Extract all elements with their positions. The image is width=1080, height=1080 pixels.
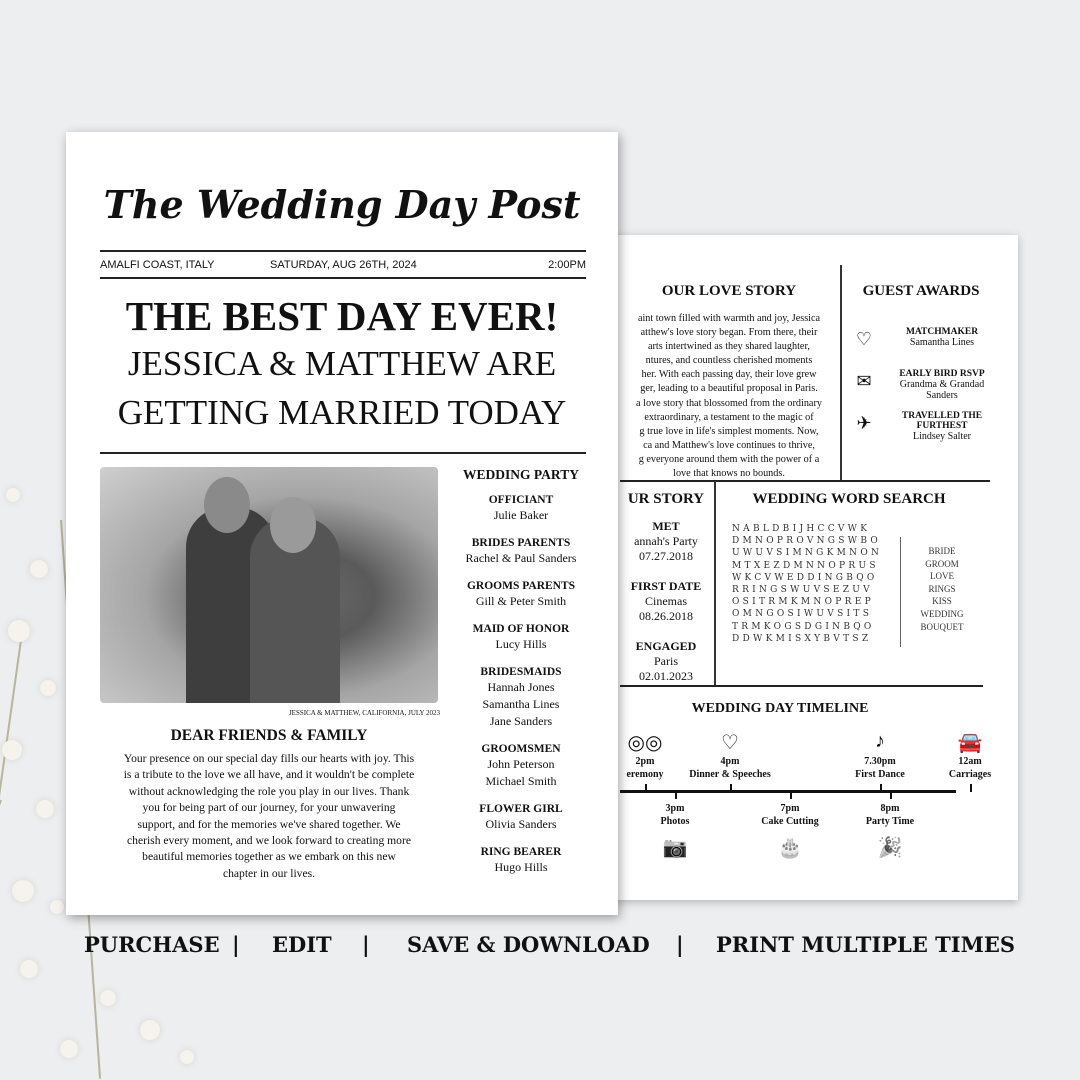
award-name: Grandma & Grandad Sanders — [899, 379, 985, 401]
search-word: LOVE — [930, 571, 954, 582]
party-name: John Peterson — [487, 757, 555, 771]
story-item — [620, 639, 712, 684]
party-role: GROOMS PARENTS — [466, 580, 576, 592]
party-name: Michael Smith — [485, 774, 557, 788]
award — [892, 411, 992, 442]
car-icon: 🚘 — [957, 732, 983, 754]
search-word: KISS — [932, 596, 952, 607]
award-name: Lindsey Salter — [912, 431, 972, 442]
party-role: BRIDESMAIDS — [480, 666, 562, 678]
timeline-tick — [675, 791, 677, 799]
love-story-text — [620, 312, 838, 481]
love-story-line: ger, leading to a beautiful proposal in Paris. — [640, 383, 818, 395]
grid-row: OMNGOSIWUVSITS — [732, 609, 873, 620]
envelope-icon: ✉ — [856, 371, 872, 391]
story-item — [620, 579, 712, 624]
story-date: 07.27.2018 — [639, 549, 693, 563]
love-story-line: ca and Matthew's love continues to thrive, — [643, 439, 815, 451]
story-label: MET — [652, 519, 680, 533]
love-story-line: her. With each passing day, their love grew — [641, 369, 817, 381]
search-word: WEDDING — [920, 608, 964, 619]
timeline-tick — [730, 784, 732, 792]
grid-row: DMNOPROVNGSWBO — [732, 536, 882, 547]
letter-line: cherish every moment, and we look forward to creating more — [127, 834, 411, 848]
dateline-date: SATURDAY, AUG 26TH, 2024 — [270, 259, 417, 271]
timeline-time: 2pm — [635, 756, 655, 767]
timeline-time: 3pm — [665, 803, 685, 814]
story-item — [620, 519, 712, 564]
timeline-event — [615, 802, 735, 828]
separator: | — [362, 932, 370, 957]
love-story-line: g true love in life's simplest moments. Now, — [639, 425, 819, 437]
timeline-label: Dinner & Speeches — [689, 769, 771, 780]
timeline-tick — [645, 784, 647, 792]
love-story-line: extraordinary, a testament to the magic of — [644, 411, 814, 423]
party-group — [446, 845, 596, 876]
timeline-time: 4pm — [720, 756, 740, 767]
party-group — [446, 622, 596, 653]
love-story-line: atthew's love story began. From there, their — [640, 327, 818, 339]
timeline-label: eremony — [626, 769, 664, 780]
story-label: ENGAGED — [635, 639, 697, 653]
subheadline-line-1: JESSICA & MATTHEW ARE — [127, 344, 557, 383]
story-date: 02.01.2023 — [639, 669, 693, 683]
party-role: OFFICIANT — [488, 494, 554, 506]
timeline-label: Photos — [660, 816, 690, 827]
photo-caption: JESSICA & MATTHEW, CALIFORNIA, JULY 2023 — [288, 709, 440, 717]
timeline-tick — [790, 791, 792, 799]
party-group — [446, 742, 596, 790]
timeline-event — [910, 755, 1030, 781]
party-name: Rachel & Paul Sanders — [465, 551, 577, 565]
award-title: TRAVELLED THE FURTHEST — [901, 411, 983, 431]
timeline-time: 8pm — [880, 803, 900, 814]
timeline-label: First Dance — [855, 769, 905, 780]
letter-line: without acknowledging the role you play in our lives. Thank — [128, 784, 410, 798]
grid-row: OSITRMKMNOPREP — [732, 597, 874, 608]
letter-line: chapter in our lives. — [222, 866, 316, 880]
party-group — [446, 579, 596, 610]
timeline-time: 12am — [958, 756, 982, 767]
love-story-line: aint town filled with warmth and joy, Jessica — [637, 313, 821, 324]
step-edit: EDIT — [272, 932, 332, 957]
front-page — [66, 132, 618, 915]
camera-icon: 📷 — [662, 837, 688, 859]
timeline-label: Carriages — [948, 769, 992, 780]
award-name: Samantha Lines — [909, 337, 975, 348]
party-name: Hannah Jones — [487, 680, 555, 694]
party-group — [446, 665, 596, 730]
award-title: EARLY BIRD RSVP — [899, 369, 985, 379]
party-name: Samantha Lines — [482, 697, 560, 711]
timeline-tick — [880, 784, 882, 792]
timeline-time: 7pm — [780, 803, 800, 814]
music-note-icon: ♪ — [875, 730, 885, 752]
word-search-title: WEDDING WORD SEARCH — [752, 491, 946, 507]
letter-line: beautiful memories together as we embark on this new — [142, 850, 396, 864]
cake-icon: 🎂 — [777, 837, 803, 859]
timeline-time: 7.30pm — [864, 756, 896, 767]
award — [892, 327, 992, 348]
party-role: MAID OF HONOR — [472, 623, 570, 635]
dateline-location: AMALFI COAST, ITALY — [100, 259, 215, 271]
timeline-tick — [890, 791, 892, 799]
award-title: MATCHMAKER — [905, 327, 979, 337]
letter-title: DEAR FRIENDS & FAMILY — [170, 727, 368, 744]
party-group — [446, 493, 596, 524]
letter-text — [90, 751, 448, 882]
party-name: Julie Baker — [493, 508, 549, 522]
dateline-time: 2:00PM — [548, 259, 586, 271]
grid-row: MTXEZDMNNOPRUS — [732, 560, 879, 571]
party-name: Jane Sanders — [489, 714, 553, 728]
love-story-line: ntures, and countless cherished moments — [645, 355, 813, 367]
love-story-line: arts intertwined as they shared laughter, — [648, 341, 810, 353]
party-role: BRIDES PARENTS — [471, 537, 571, 549]
love-story-line: love that knows no bounds. — [673, 468, 785, 480]
our-story-title: UR STORY — [627, 491, 705, 507]
award — [892, 369, 992, 401]
search-word: RINGS — [928, 583, 956, 594]
timeline-event — [670, 755, 790, 781]
love-story-line: g everyone around them with the power of a — [638, 453, 820, 465]
story-place: Paris — [654, 654, 678, 668]
story-label: FIRST DATE — [630, 579, 702, 593]
love-story-line: a love story that blossomed from the ordinary — [636, 397, 822, 409]
letter-line: you for being part of our journey, for your unwavering — [142, 801, 396, 815]
separator: | — [232, 932, 240, 957]
guest-awards-title: GUEST AWARDS — [862, 283, 980, 299]
step-print: PRINT MULTIPLE TIMES — [716, 932, 1016, 957]
step-purchase: PURCHASE — [84, 932, 220, 957]
party-name: Gill & Peter Smith — [475, 594, 567, 608]
rings-icon: ◎◎ — [627, 732, 663, 754]
party-popper-icon: 🎉 — [877, 837, 903, 859]
story-date: 08.26.2018 — [639, 609, 693, 623]
grid-row: TRMKOGSDGINBQO — [732, 621, 875, 632]
party-name: Lucy Hills — [495, 637, 547, 651]
subheadline-line-2: GETTING MARRIED TODAY — [117, 393, 567, 432]
timeline-tick — [970, 784, 972, 792]
party-group — [446, 536, 596, 567]
plate-icon: ♡ — [721, 732, 739, 754]
hearts-icon: ♡ — [855, 329, 873, 349]
story-place: Cinemas — [645, 594, 687, 608]
grid-row: WKCVWEDDINGBQO — [732, 572, 878, 583]
search-word: GROOM — [925, 558, 959, 569]
couple-photo — [100, 467, 438, 703]
separator: | — [676, 932, 684, 957]
word-list — [910, 545, 974, 633]
timeline-event — [830, 802, 950, 828]
letter-line: support, and for the memories we've shared together. We — [137, 817, 401, 831]
grid-row: UWUVSIMNGKMNON — [732, 548, 883, 559]
party-role: GROOMSMEN — [481, 743, 561, 755]
wedding-party-title: WEDDING PARTY — [463, 467, 579, 482]
step-save-download: SAVE & DOWNLOAD — [407, 932, 650, 957]
search-word: BRIDE — [928, 546, 956, 556]
love-story-title: OUR LOVE STORY — [661, 283, 797, 299]
story-place: annah's Party — [634, 534, 698, 548]
timeline-title: WEDDING DAY TIMELINE — [691, 701, 869, 716]
grid-row: RRINGSWUVSEZUV — [732, 585, 873, 596]
timeline-label: Party Time — [865, 816, 915, 827]
party-role: FLOWER GIRL — [479, 803, 563, 815]
search-word: BOUQUET — [920, 621, 964, 632]
headline: THE BEST DAY EVER! — [125, 293, 559, 339]
grid-row: DDWKMISXYBVTSZ — [732, 633, 872, 644]
party-name: Hugo Hills — [494, 860, 548, 874]
grid-row: NABLDBIJHCCVWK — [732, 524, 871, 534]
party-group — [446, 802, 596, 833]
party-name: Olivia Sanders — [485, 817, 557, 831]
masthead: The Wedding Day Post — [103, 182, 581, 227]
letter-line: Your presence on our special day fills our hearts with joy. This — [123, 752, 415, 765]
word-search-grid — [732, 523, 882, 645]
letter-line: is a tribute to the love we all have, and it wouldn't be complete — [123, 768, 415, 782]
party-role: RING BEARER — [480, 846, 562, 858]
timeline-label: Cake Cutting — [761, 816, 819, 827]
airplane-icon: ✈ — [856, 413, 872, 433]
